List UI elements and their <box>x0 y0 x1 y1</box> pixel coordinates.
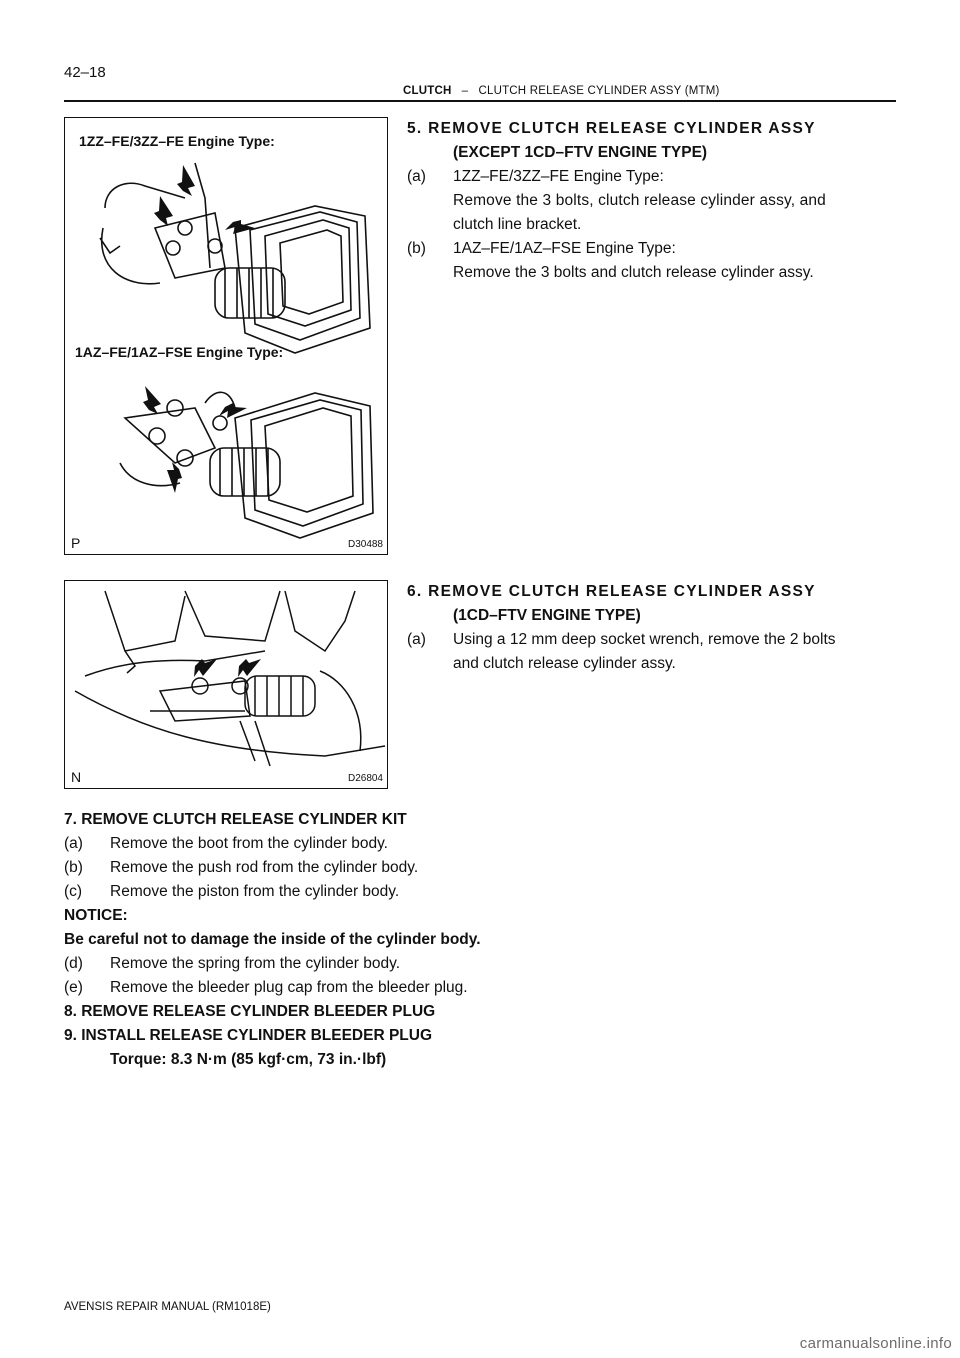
step7-b-text: Remove the push rod from the cylinder body. <box>110 859 419 876</box>
step6-a-line2: and clutch release cylinder assy. <box>453 655 676 672</box>
header-section: CLUTCH <box>403 85 452 97</box>
page-number: 42–18 <box>64 64 106 81</box>
header-rule <box>64 100 896 102</box>
step5-title-line2: (EXCEPT 1CD–FTV ENGINE TYPE) <box>453 144 708 161</box>
release-cylinder-illustration-1 <box>65 118 388 555</box>
step5-title-line1: 5. REMOVE CLUTCH RELEASE CYLINDER ASSY <box>407 120 816 137</box>
step9-torque: Torque: 8.3 N·m (85 kgf·cm, 73 in.·lbf) <box>110 1051 387 1068</box>
step7-d-label: (d) <box>64 955 83 972</box>
step9-title: 9. INSTALL RELEASE CYLINDER BLEEDER PLUG <box>64 1027 433 1044</box>
figure1-letter: P <box>71 535 81 551</box>
notice-text: Be careful not to damage the inside of the cylinder body. <box>64 931 481 948</box>
header-separator: – <box>461 85 469 97</box>
running-header <box>403 85 720 97</box>
figure-release-cylinder-1cd <box>64 580 388 789</box>
step7-b-label: (b) <box>64 859 83 876</box>
figure2-code: D26804 <box>347 773 383 784</box>
step7-a-label: (a) <box>64 835 83 852</box>
step6-a-line1: Using a 12 mm deep socket wrench, remove the 2 bolts <box>453 631 836 648</box>
figure2-letter: N <box>71 769 82 785</box>
step5-b-label: (b) <box>407 240 426 257</box>
watermark: carmanualsonline.info <box>799 1335 952 1352</box>
step7-a-text: Remove the boot from the cylinder body. <box>110 835 388 852</box>
step6-a-label: (a) <box>407 631 426 648</box>
figure1-code: D30488 <box>347 539 383 550</box>
step7-c-text: Remove the piston from the cylinder body. <box>110 883 400 900</box>
notice-label: NOTICE: <box>64 907 128 924</box>
step7-c-label: (c) <box>64 883 83 900</box>
step7-e-text: Remove the bleeder plug cap from the bleeder plug. <box>110 979 468 996</box>
step8-title: 8. REMOVE RELEASE CYLINDER BLEEDER PLUG <box>64 1003 436 1020</box>
step5-a-line2: Remove the 3 bolts, clutch release cylinder assy, and <box>453 192 826 209</box>
footer-manual-id: AVENSIS REPAIR MANUAL (RM1018E) <box>64 1301 271 1313</box>
figure-release-cylinder-except-1cd <box>64 117 388 555</box>
header-subsection: CLUTCH RELEASE CYLINDER ASSY (MTM) <box>478 85 720 97</box>
step5-b-line2: Remove the 3 bolts and clutch release cylinder assy. <box>453 264 814 281</box>
step5-a-line3: clutch line bracket. <box>453 216 582 233</box>
release-cylinder-illustration-2 <box>65 581 388 789</box>
step5-b-line1: 1AZ–FE/1AZ–FSE Engine Type: <box>453 240 676 257</box>
step5-a-label: (a) <box>407 168 426 185</box>
step7-d-text: Remove the spring from the cylinder body. <box>110 955 401 972</box>
figure1-label-1zz: 1ZZ–FE/3ZZ–FE Engine Type: <box>79 133 275 149</box>
step5-a-line1: 1ZZ–FE/3ZZ–FE Engine Type: <box>453 168 664 185</box>
step6-title-line1: 6. REMOVE CLUTCH RELEASE CYLINDER ASSY <box>407 583 816 600</box>
figure1-label-1az: 1AZ–FE/1AZ–FSE Engine Type: <box>75 344 284 360</box>
step6-title-line2: (1CD–FTV ENGINE TYPE) <box>453 607 641 624</box>
step7-e-label: (e) <box>64 979 83 996</box>
step7-title: 7. REMOVE CLUTCH RELEASE CYLINDER KIT <box>64 811 407 828</box>
